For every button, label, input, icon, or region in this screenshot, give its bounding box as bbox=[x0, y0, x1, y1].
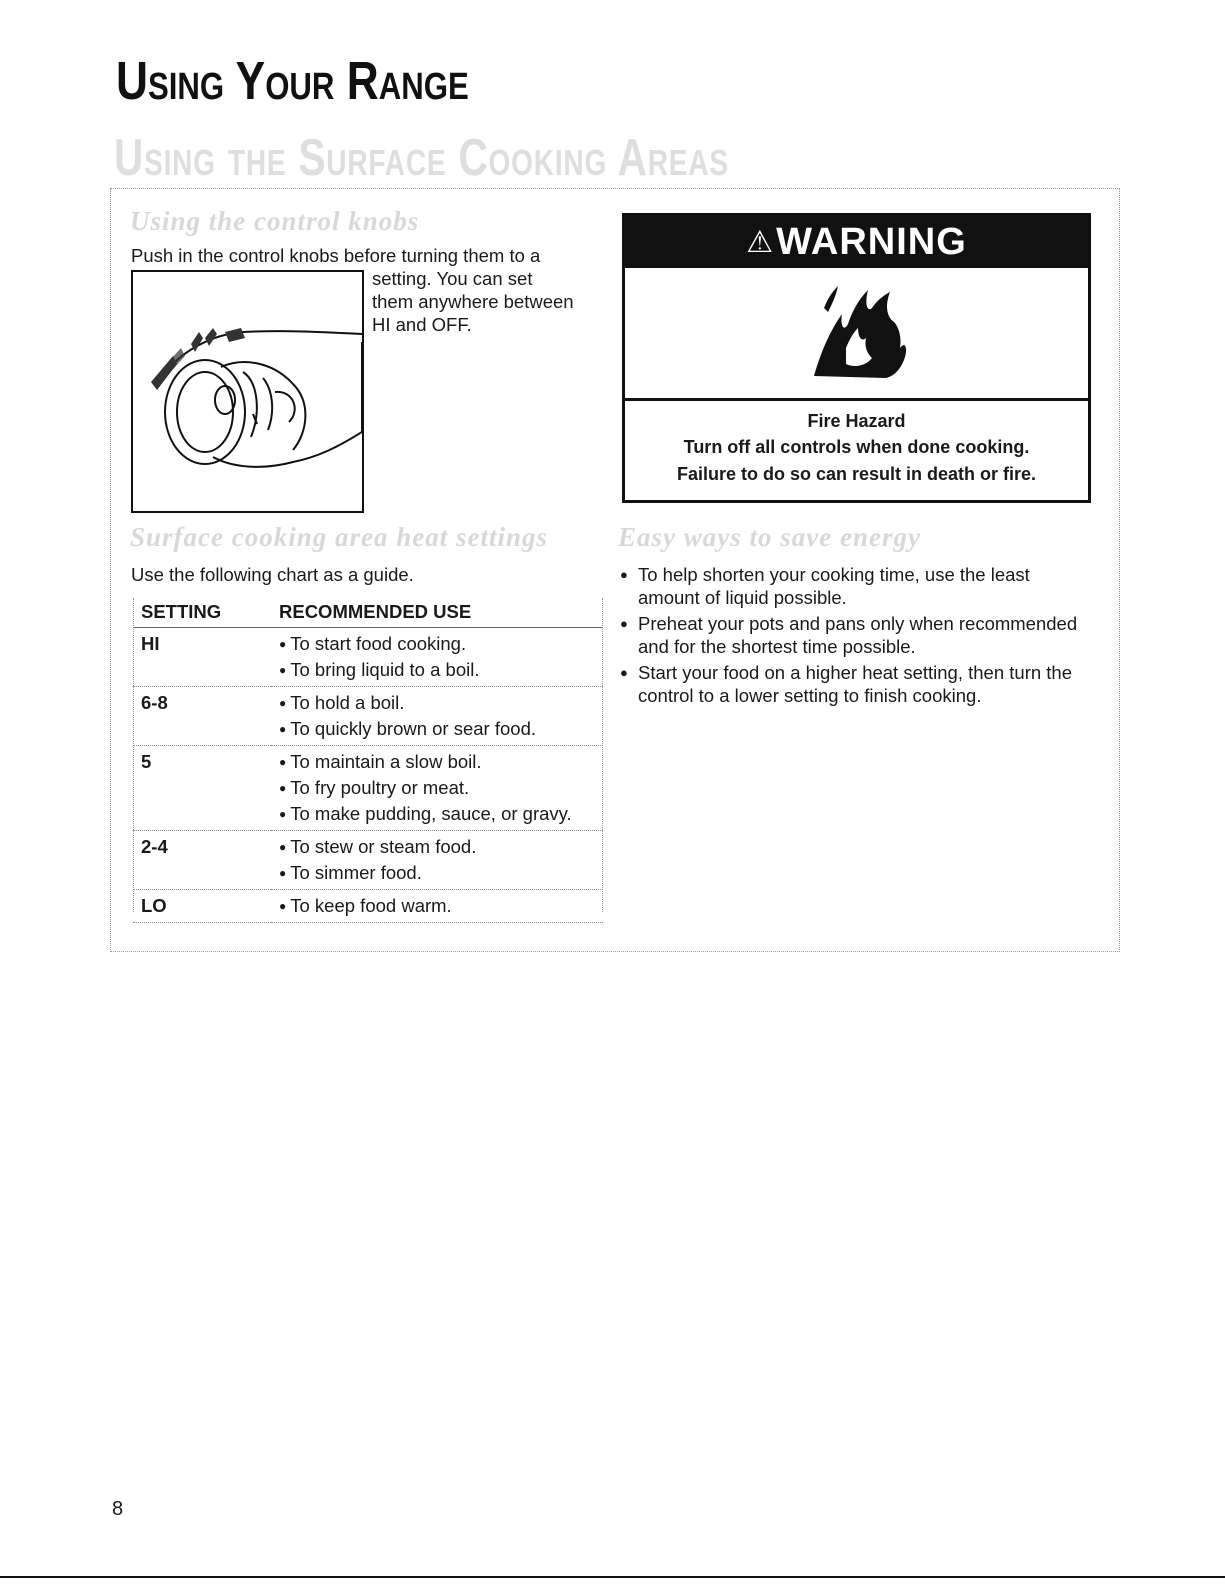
warning-line-1: Turn off all controls when done cooking. bbox=[683, 437, 1030, 457]
use-item: ● To start food cooking. bbox=[279, 632, 595, 658]
use-item: ● To simmer food. bbox=[279, 861, 595, 887]
warning-title: WARNING bbox=[776, 220, 967, 263]
control-knobs-text-2: setting. You can set bbox=[372, 268, 533, 289]
column-header-recommended-use: RECOMMENDED USE bbox=[271, 598, 603, 628]
bullet-icon: ● bbox=[620, 616, 628, 631]
warning-triangle-icon: ⚠ bbox=[746, 225, 775, 259]
setting-cell: LO bbox=[133, 890, 271, 923]
control-knobs-heading: Using the control knobs bbox=[130, 206, 420, 236]
tip-text: Start your food on a higher heat setting, then turn the control to a lower setting to finish cooking. bbox=[638, 662, 1073, 706]
use-item: ● To quickly brown or sear food. bbox=[279, 717, 595, 743]
setting-cell: 6-8 bbox=[133, 687, 271, 746]
table-row bbox=[133, 628, 603, 687]
use-cell bbox=[271, 628, 603, 687]
setting-cell: HI bbox=[133, 628, 271, 687]
warning-hazard-label: Fire Hazard bbox=[807, 411, 906, 431]
flame-icon bbox=[802, 278, 912, 388]
table-row bbox=[133, 687, 603, 746]
hand-turning-knob-icon bbox=[133, 272, 362, 511]
use-item: ● To bring liquid to a boil. bbox=[279, 658, 595, 684]
use-item: ● To keep food warm. bbox=[279, 894, 595, 920]
use-item: ● To hold a boil. bbox=[279, 691, 595, 717]
energy-heading: Easy ways to save energy bbox=[618, 522, 921, 552]
bullet-icon: ● bbox=[620, 567, 628, 582]
warning-header bbox=[625, 216, 1088, 268]
use-cell bbox=[271, 746, 603, 831]
knob-illustration bbox=[131, 270, 364, 513]
heat-settings-intro: Use the following chart as a guide. bbox=[131, 564, 414, 585]
use-item: ● To make pudding, sauce, or gravy. bbox=[279, 802, 595, 828]
list-item bbox=[618, 661, 1088, 707]
control-knobs-text-3: them anywhere between bbox=[372, 291, 574, 312]
warning-line-2: Failure to do so can result in death or fire. bbox=[676, 464, 1037, 484]
page-number: 8 bbox=[112, 1498, 124, 1520]
tip-text: Preheat your pots and pans only when recommended and for the shortest time possible. bbox=[638, 613, 1078, 657]
fire-hazard-picture bbox=[625, 268, 1088, 401]
list-item bbox=[618, 563, 1088, 609]
table-row bbox=[133, 890, 603, 923]
warning-box bbox=[622, 213, 1091, 503]
setting-cell: 5 bbox=[133, 746, 271, 831]
page-title: Using Your Range bbox=[116, 51, 469, 111]
use-cell bbox=[271, 890, 603, 923]
use-cell bbox=[271, 687, 603, 746]
energy-tips-list bbox=[618, 563, 1088, 710]
section-title: Using the Surface Cooking Areas bbox=[114, 129, 729, 187]
use-item: ● To stew or steam food. bbox=[279, 835, 595, 861]
setting-cell: 2-4 bbox=[133, 831, 271, 890]
control-knobs-text-1: Push in the control knobs before turning them to a bbox=[131, 245, 541, 266]
use-item: ● To maintain a slow boil. bbox=[279, 750, 595, 776]
use-cell bbox=[271, 831, 603, 890]
control-knobs-text-4: HI and OFF. bbox=[372, 314, 472, 335]
heat-settings-heading: Surface cooking area heat settings bbox=[130, 522, 549, 552]
list-item bbox=[618, 612, 1088, 658]
table-header-row bbox=[133, 598, 603, 628]
column-header-setting: SETTING bbox=[133, 598, 271, 628]
table-row bbox=[133, 831, 603, 890]
tip-text: To help shorten your cooking time, use the least amount of liquid possible. bbox=[638, 564, 1030, 608]
footer-rule bbox=[0, 1576, 1225, 1578]
bullet-icon: ● bbox=[620, 665, 628, 680]
heat-settings-table bbox=[133, 598, 603, 923]
table-row bbox=[133, 746, 603, 831]
use-item: ● To fry poultry or meat. bbox=[279, 776, 595, 802]
